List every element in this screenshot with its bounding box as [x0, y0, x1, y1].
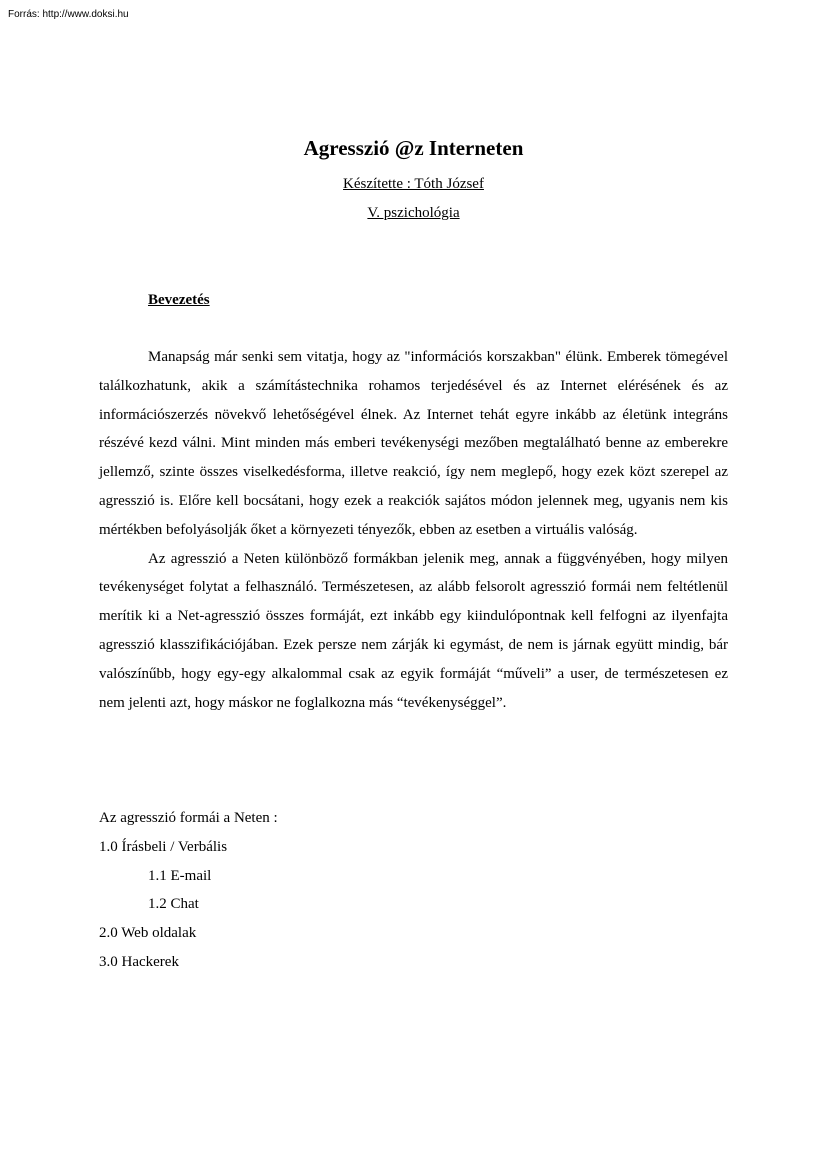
document-title: Agresszió @z Interneten	[303, 136, 524, 160]
list-item: 1.1 E-mail	[148, 867, 212, 884]
body-text	[99, 343, 728, 717]
list-item: 1.0 Írásbeli / Verbális	[99, 838, 228, 855]
list-item: 3.0 Hackerek	[99, 953, 179, 970]
list-item: 2.0 Web oldalak	[99, 925, 197, 942]
course-line	[0, 205, 827, 222]
paragraph: Manapság már senki sem vitatja, hogy az "információs korszakban" élünk. Emberek tömegével találkozhatunk, akik a számítástechnika rohamos terjedésével és az Internet elérésének és az információszerzés növekvő lehetőségével élnek. Az Internet tehát egyre inkább az életünk integráns részévé kezd válni. Mint minden más emberi tevékenységi mezőben megtalálható benne az emberekre jellemző, szinte összes viselkedésforma, illetve reakció, így nem meglepő, hogy ezek közt szerepel az agresszió is. Előre kell bocsátani, hogy ezek a reakciók sajátos módon jelennek meg, ugyanis nem kis mértékben befolyásolják őket a környezeti tényezők, ebben az esetben a virtuális valóság.	[99, 349, 728, 538]
author-text: Készítette : Tóth József	[343, 176, 484, 192]
author-line	[0, 176, 827, 193]
section-heading: Bevezetés	[148, 292, 210, 308]
list-intro: Az agresszió formái a Neten :	[99, 810, 278, 826]
course-text: V. pszichológia	[367, 205, 460, 221]
source-line: Forrás: http://www.doksi.hu	[8, 9, 129, 20]
paragraph: Az agresszió a Neten különböző formákban jelenik meg, annak a függvényében, hogy milyen tevékenységet folytat a felhasználó. Természetesen, az alább felsorolt agresszió formái nem feltétlenül merítik ki a Net-agresszió összes formáját, ezt inkább egy kiindulópontnak kell felfogni az ilyenfajta agresszió klasszifikációjában. Ezek persze nem zárják ki egymást, de nem is járnak együtt mindig, bár valószínűbb, hogy egy-egy alkalommal csak az egyik formáját “műveli” a user, de természetesen ez nem jelenti azt, hogy máskor ne foglalkozna más “tevékenységgel”.	[99, 550, 728, 711]
forms-list	[99, 804, 278, 977]
list-item: 1.2 Chat	[148, 896, 199, 913]
